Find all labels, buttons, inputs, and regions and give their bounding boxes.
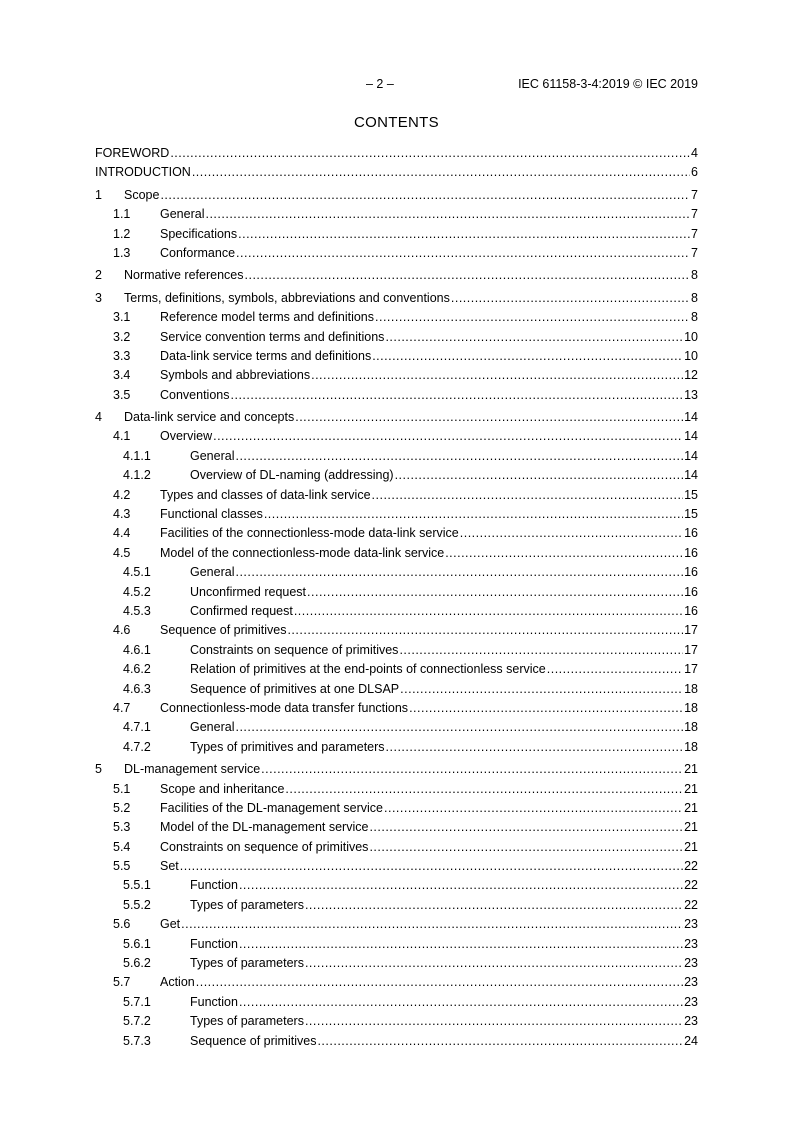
toc-entry-title: General [190, 447, 235, 466]
toc-entry-title: Functional classes [160, 505, 264, 524]
toc-entry[interactable] [95, 163, 698, 182]
toc-entry-number: 4.7 [113, 699, 130, 718]
toc-leader-dots [399, 641, 683, 660]
toc-entry[interactable] [95, 328, 698, 347]
toc-entry-title: Sequence of primitives [160, 621, 287, 640]
toc-leader-dots [181, 915, 683, 934]
toc-leader-dots [245, 266, 691, 285]
toc-leader-dots [311, 366, 683, 385]
toc-entry-line [190, 583, 698, 602]
toc-entry[interactable] [95, 205, 698, 224]
toc-entry-line [160, 386, 698, 405]
toc-entry[interactable] [95, 857, 698, 876]
toc-entry-number: 4.1.1 [123, 447, 151, 466]
toc-entry-number: 5 [95, 760, 102, 779]
toc-entry-line [160, 915, 698, 934]
toc-entry-page: 22 [683, 857, 698, 876]
toc-entry-number: 5.6 [113, 915, 130, 934]
toc-entry-page: 14 [683, 408, 698, 427]
toc-entry-line [190, 935, 698, 954]
toc-leader-dots [180, 857, 683, 876]
toc-entry[interactable] [95, 935, 698, 954]
toc-entry-page: 16 [683, 583, 698, 602]
toc-entry-title: Types and classes of data-link service [160, 486, 372, 505]
toc-entry-number: 3.5 [113, 386, 130, 405]
document-reference: IEC 61158-3-4:2019 © IEC 2019 [518, 77, 698, 91]
toc-leader-dots [192, 163, 690, 182]
toc-entry[interactable] [95, 225, 698, 244]
toc-entry-line [160, 244, 698, 263]
toc-leader-dots [547, 660, 683, 679]
toc-entry-number: 3.4 [113, 366, 130, 385]
toc-entry-line [190, 466, 698, 485]
toc-entry-line [124, 760, 698, 779]
toc-entry-title: Types of primitives and parameters [190, 738, 386, 757]
toc-entry-page: 15 [683, 486, 698, 505]
toc-entry[interactable] [95, 505, 698, 524]
toc-entry-page: 16 [683, 544, 698, 563]
toc-entry-title: Terms, definitions, symbols, abbreviations and conventions [124, 289, 451, 308]
toc-entry-page: 7 [690, 225, 698, 244]
toc-entry-page: 10 [683, 347, 698, 366]
toc-entry[interactable] [95, 660, 698, 679]
toc-entry-line [190, 447, 698, 466]
toc-entry[interactable] [95, 680, 698, 699]
toc-leader-dots [261, 760, 683, 779]
toc-entry-title: Facilities of the DL-management service [160, 799, 384, 818]
toc-entry-number: 4.1.2 [123, 466, 151, 485]
toc-entry-number: 4.2 [113, 486, 130, 505]
toc-entry[interactable] [95, 1012, 698, 1031]
toc-entry-line [160, 799, 698, 818]
toc-entry-page: 14 [683, 447, 698, 466]
toc-entry[interactable] [95, 896, 698, 915]
toc-entry-line [160, 225, 698, 244]
toc-entry[interactable] [95, 186, 698, 205]
toc-entry-number: 4.5.1 [123, 563, 151, 582]
toc-entry-title: Set [160, 857, 180, 876]
contents-title: CONTENTS [354, 114, 439, 131]
toc-entry-title: General [190, 718, 235, 737]
toc-entry-line [190, 993, 698, 1012]
toc-leader-dots [409, 699, 683, 718]
toc-entry-number: 4.7.1 [123, 718, 151, 737]
toc-leader-dots [375, 308, 690, 327]
toc-entry-line [160, 780, 698, 799]
toc-entry-page: 21 [683, 799, 698, 818]
toc-entry-page: 23 [683, 993, 698, 1012]
toc-entry-title: Conformance [160, 244, 236, 263]
toc-entry-line [190, 1012, 698, 1031]
toc-entry-line [160, 328, 698, 347]
toc-entry-page: 16 [683, 563, 698, 582]
toc-entry[interactable] [95, 818, 698, 837]
toc-entry-title: Conventions [160, 386, 231, 405]
toc-entry-page: 8 [690, 289, 698, 308]
toc-entry-title: Scope [124, 186, 160, 205]
toc-entry-page: 14 [683, 466, 698, 485]
toc-entry-title: Constraints on sequence of primitives [160, 838, 369, 857]
toc-entry-number: 1.1 [113, 205, 130, 224]
toc-entry-title: Types of parameters [190, 1012, 305, 1031]
toc-leader-dots [239, 935, 683, 954]
toc-leader-dots [305, 896, 683, 915]
toc-leader-dots [295, 408, 683, 427]
toc-leader-dots [451, 289, 690, 308]
toc-entry-line [190, 738, 698, 757]
toc-entry-page: 21 [683, 838, 698, 857]
toc-leader-dots [196, 973, 683, 992]
toc-entry[interactable] [95, 838, 698, 857]
toc-entry-number: 3.3 [113, 347, 130, 366]
toc-entry-title: Specifications [160, 225, 238, 244]
toc-entry-title: Unconfirmed request [190, 583, 307, 602]
toc-entry[interactable] [95, 915, 698, 934]
toc-entry-title: Model of the connectionless-mode data-link service [160, 544, 445, 563]
toc-entry-title: Model of the DL-management service [160, 818, 369, 837]
toc-entry-line [190, 954, 698, 973]
toc-entry[interactable] [95, 386, 698, 405]
toc-entry-number: 3 [95, 289, 102, 308]
toc-entry-line [160, 699, 698, 718]
toc-entry-line [160, 973, 698, 992]
toc-entry-number: 4.6.1 [123, 641, 151, 660]
toc-leader-dots [285, 780, 683, 799]
toc-entry-page: 21 [683, 780, 698, 799]
toc-entry-page: 21 [683, 818, 698, 837]
toc-entry-line [190, 660, 698, 679]
toc-entry-title: Overview [160, 427, 213, 446]
toc-entry-title: Reference model terms and definitions [160, 308, 375, 327]
toc-entry-number: 5.1 [113, 780, 130, 799]
toc-entry-title: INTRODUCTION [95, 163, 192, 182]
toc-entry-title: Function [190, 993, 239, 1012]
toc-entry-title: Facilities of the connectionless-mode data-link service [160, 524, 460, 543]
toc-leader-dots [235, 563, 683, 582]
toc-leader-dots [235, 718, 683, 737]
toc-entry[interactable] [95, 1032, 698, 1051]
toc-leader-dots [213, 427, 683, 446]
toc-entry-number: 4.5.2 [123, 583, 151, 602]
toc-entry-title: Scope and inheritance [160, 780, 285, 799]
toc-entry-number: 5.7.1 [123, 993, 151, 1012]
toc-entry-line [160, 505, 698, 524]
toc-entry-page: 23 [683, 1012, 698, 1031]
toc-entry-line [160, 621, 698, 640]
toc-entry-number: 4.6.2 [123, 660, 151, 679]
toc-entry-number: 4.5.3 [123, 602, 151, 621]
toc-entry-line [160, 366, 698, 385]
toc-entry-page: 17 [683, 641, 698, 660]
toc-entry-page: 16 [683, 602, 698, 621]
toc-entry-line [124, 289, 698, 308]
toc-entry-page: 22 [683, 876, 698, 895]
toc-entry-number: 4.7.2 [123, 738, 151, 757]
toc-entry-number: 5.6.1 [123, 935, 151, 954]
toc-entry[interactable] [95, 621, 698, 640]
toc-entry-line [190, 680, 698, 699]
toc-entry-title: FOREWORD [95, 144, 170, 163]
toc-leader-dots [369, 818, 683, 837]
toc-leader-dots [264, 505, 683, 524]
toc-entry-number: 5.6.2 [123, 954, 151, 973]
toc-entry-line [160, 347, 698, 366]
toc-entry-page: 18 [683, 738, 698, 757]
toc-entry-line [190, 563, 698, 582]
toc-entry-title: Connectionless-mode data transfer functions [160, 699, 409, 718]
toc-entry-line [190, 602, 698, 621]
toc-entry-line [190, 641, 698, 660]
toc-leader-dots [385, 328, 683, 347]
toc-entry-page: 23 [683, 935, 698, 954]
toc-entry-line [160, 544, 698, 563]
table-of-contents [95, 144, 698, 1051]
toc-entry-line [124, 186, 698, 205]
toc-entry-line [190, 1032, 698, 1051]
toc-entry-page: 23 [683, 915, 698, 934]
toc-entry-line [190, 876, 698, 895]
toc-entry[interactable] [95, 602, 698, 621]
toc-entry[interactable] [95, 524, 698, 543]
toc-entry[interactable] [95, 563, 698, 582]
toc-entry-line [190, 718, 698, 737]
toc-entry-line [95, 144, 698, 163]
toc-leader-dots [239, 993, 683, 1012]
toc-entry-number: 2 [95, 266, 102, 285]
toc-entry-number: 5.7.2 [123, 1012, 151, 1031]
toc-entry-title: Confirmed request [190, 602, 294, 621]
toc-entry-page: 21 [683, 760, 698, 779]
toc-leader-dots [231, 386, 684, 405]
toc-leader-dots [317, 1032, 683, 1051]
toc-entry-number: 3.1 [113, 308, 130, 327]
toc-entry[interactable] [95, 447, 698, 466]
toc-entry-number: 5.5.1 [123, 876, 151, 895]
toc-entry[interactable] [95, 799, 698, 818]
toc-entry-line [160, 308, 698, 327]
toc-leader-dots [395, 466, 684, 485]
toc-leader-dots [384, 799, 683, 818]
toc-entry[interactable] [95, 641, 698, 660]
toc-entry[interactable] [95, 144, 698, 163]
toc-entry-number: 1 [95, 186, 102, 205]
toc-entry-title: Types of parameters [190, 896, 305, 915]
toc-entry[interactable] [95, 408, 698, 427]
toc-entry-line [160, 427, 698, 446]
toc-entry-page: 17 [683, 621, 698, 640]
toc-entry-title: Function [190, 935, 239, 954]
toc-entry-page: 23 [683, 954, 698, 973]
toc-entry-number: 5.3 [113, 818, 130, 837]
toc-entry[interactable] [95, 347, 698, 366]
toc-entry-number: 4.6.3 [123, 680, 151, 699]
toc-leader-dots [305, 954, 683, 973]
toc-entry-number: 5.2 [113, 799, 130, 818]
toc-entry-page: 8 [690, 308, 698, 327]
toc-entry-number: 3.2 [113, 328, 130, 347]
page-number: – 2 – [366, 77, 394, 91]
toc-entry-page: 24 [683, 1032, 698, 1051]
toc-entry-title: Normative references [124, 266, 245, 285]
toc-leader-dots [294, 602, 683, 621]
toc-leader-dots [386, 738, 684, 757]
toc-entry-title: Sequence of primitives at one DLSAP [190, 680, 400, 699]
toc-entry-title: Constraints on sequence of primitives [190, 641, 399, 660]
toc-entry[interactable] [95, 760, 698, 779]
toc-leader-dots [239, 876, 683, 895]
toc-entry-number: 4.1 [113, 427, 130, 446]
toc-leader-dots [369, 838, 683, 857]
toc-entry-number: 1.3 [113, 244, 130, 263]
toc-leader-dots [400, 680, 683, 699]
toc-entry-title: DL-management service [124, 760, 261, 779]
toc-entry-line [160, 818, 698, 837]
toc-entry[interactable] [95, 954, 698, 973]
toc-leader-dots [238, 225, 690, 244]
toc-entry[interactable] [95, 486, 698, 505]
toc-entry-page: 18 [683, 699, 698, 718]
toc-entry-page: 8 [690, 266, 698, 285]
toc-entry[interactable] [95, 583, 698, 602]
toc-entry[interactable] [95, 244, 698, 263]
toc-entry-page: 4 [690, 144, 698, 163]
toc-entry-page: 16 [683, 524, 698, 543]
toc-entry-page: 14 [683, 427, 698, 446]
toc-entry-line [160, 205, 698, 224]
toc-leader-dots [287, 621, 683, 640]
toc-entry-page: 7 [690, 244, 698, 263]
toc-entry-page: 17 [683, 660, 698, 679]
toc-entry-title: General [160, 205, 205, 224]
toc-leader-dots [235, 447, 683, 466]
toc-leader-dots [445, 544, 683, 563]
toc-entry-title: Symbols and abbreviations [160, 366, 311, 385]
toc-entry-title: Get [160, 915, 181, 934]
toc-entry[interactable] [95, 718, 698, 737]
toc-entry-line [160, 838, 698, 857]
toc-entry-line [160, 486, 698, 505]
toc-leader-dots [236, 244, 690, 263]
toc-entry-title: Types of parameters [190, 954, 305, 973]
toc-leader-dots [307, 583, 683, 602]
toc-leader-dots [372, 486, 684, 505]
toc-entry-title: Function [190, 876, 239, 895]
toc-entry-page: 12 [683, 366, 698, 385]
toc-entry-page: 18 [683, 718, 698, 737]
toc-entry-page: 10 [683, 328, 698, 347]
toc-entry-title: Data-link service terms and definitions [160, 347, 372, 366]
toc-entry-title: Relation of primitives at the end-points of connectionless service [190, 660, 547, 679]
toc-entry-line [190, 896, 698, 915]
toc-entry-number: 4.6 [113, 621, 130, 640]
toc-entry[interactable] [95, 366, 698, 385]
toc-entry-line [95, 163, 698, 182]
toc-entry-title: Service convention terms and definitions [160, 328, 385, 347]
toc-entry-page: 13 [683, 386, 698, 405]
toc-entry-title: Action [160, 973, 196, 992]
toc-entry-page: 22 [683, 896, 698, 915]
toc-entry-number: 5.5 [113, 857, 130, 876]
toc-entry-number: 4 [95, 408, 102, 427]
toc-entry-page: 6 [690, 163, 698, 182]
toc-entry[interactable] [95, 427, 698, 446]
toc-leader-dots [372, 347, 683, 366]
toc-entry-page: 15 [683, 505, 698, 524]
toc-entry[interactable] [95, 780, 698, 799]
toc-leader-dots [205, 205, 690, 224]
toc-entry-number: 5.7.3 [123, 1032, 151, 1051]
toc-entry-page: 7 [690, 186, 698, 205]
toc-entry[interactable] [95, 466, 698, 485]
toc-entry-number: 1.2 [113, 225, 130, 244]
toc-entry-line [160, 524, 698, 543]
toc-entry[interactable] [95, 266, 698, 285]
toc-entry[interactable] [95, 876, 698, 895]
toc-leader-dots [460, 524, 683, 543]
toc-entry[interactable] [95, 738, 698, 757]
toc-entry[interactable] [95, 699, 698, 718]
toc-entry-number: 4.4 [113, 524, 130, 543]
toc-entry-number: 5.7 [113, 973, 130, 992]
toc-leader-dots [160, 186, 690, 205]
toc-entry-page: 23 [683, 973, 698, 992]
toc-entry-number: 5.5.2 [123, 896, 151, 915]
toc-leader-dots [170, 144, 690, 163]
toc-entry-number: 5.4 [113, 838, 130, 857]
toc-entry[interactable] [95, 993, 698, 1012]
toc-entry-title: Data-link service and concepts [124, 408, 295, 427]
toc-entry-title: Sequence of primitives [190, 1032, 317, 1051]
toc-leader-dots [305, 1012, 683, 1031]
toc-entry-page: 18 [683, 680, 698, 699]
toc-entry-number: 4.3 [113, 505, 130, 524]
toc-entry-number: 4.5 [113, 544, 130, 563]
toc-entry-line [160, 857, 698, 876]
toc-entry-page: 7 [690, 205, 698, 224]
toc-entry[interactable] [95, 289, 698, 308]
toc-entry-line [124, 408, 698, 427]
toc-entry-title: Overview of DL-naming (addressing) [190, 466, 395, 485]
toc-entry-line [124, 266, 698, 285]
toc-entry[interactable] [95, 973, 698, 992]
toc-entry[interactable] [95, 308, 698, 327]
toc-entry[interactable] [95, 544, 698, 563]
toc-entry-title: General [190, 563, 235, 582]
